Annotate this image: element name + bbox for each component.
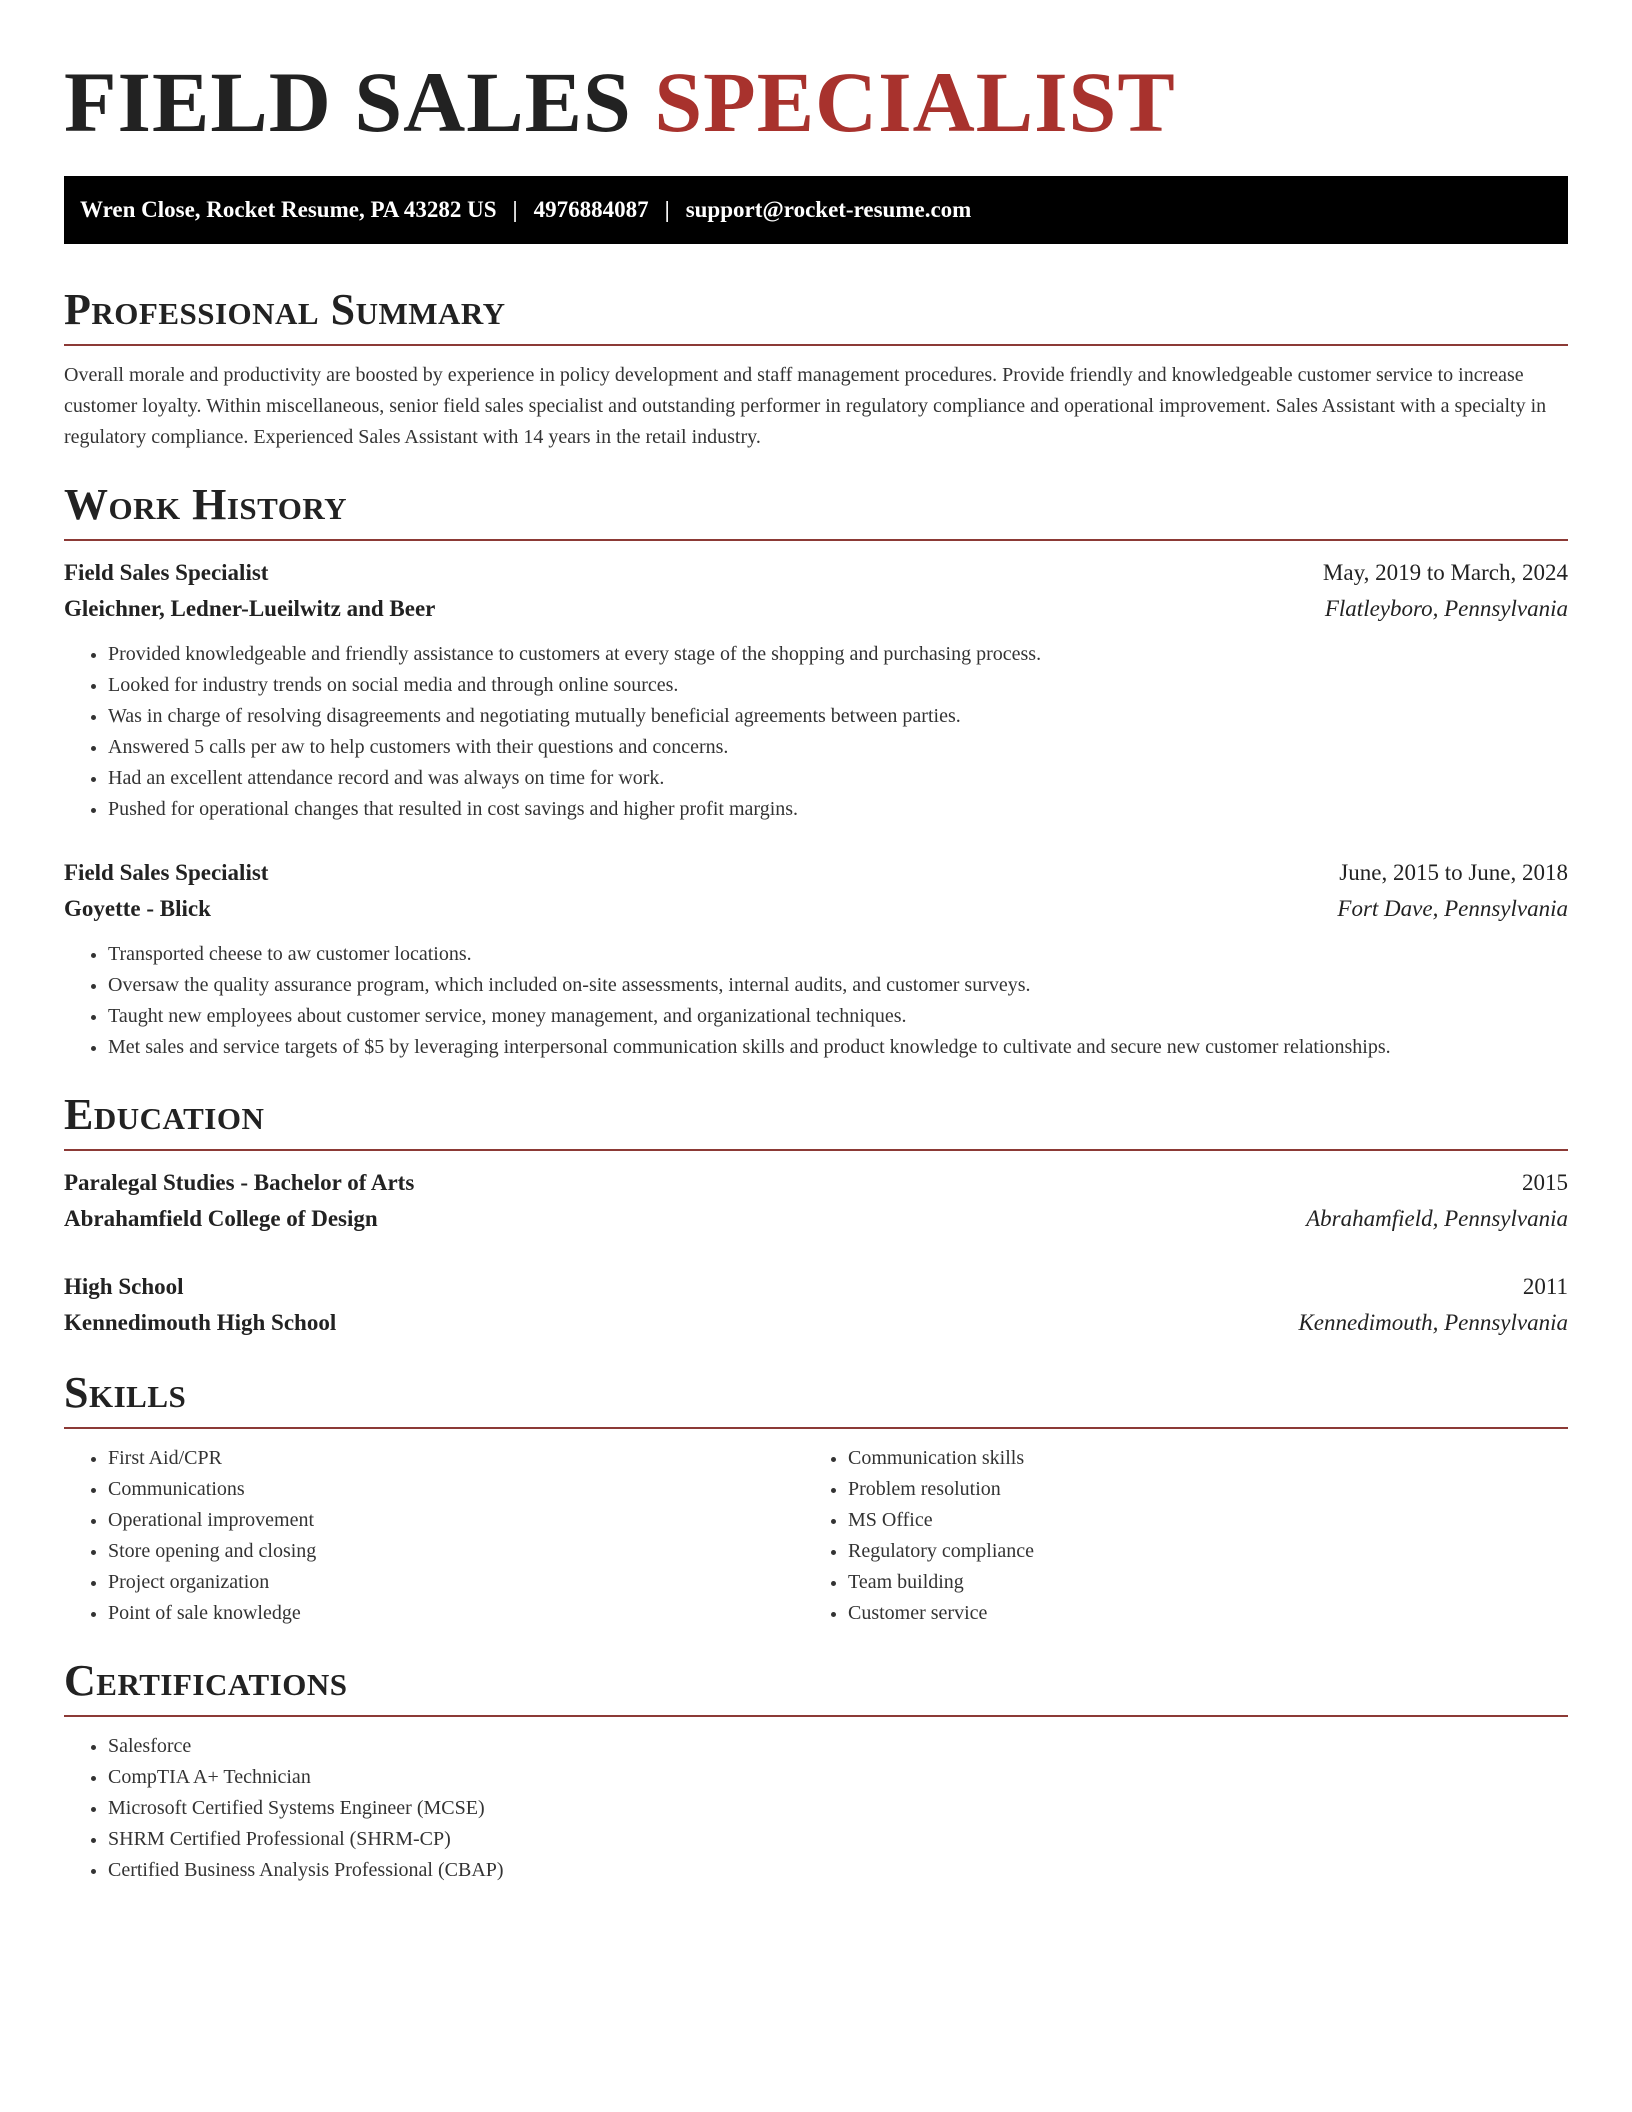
section-divider	[64, 1149, 1568, 1151]
resume-title	[64, 52, 1568, 152]
list-item: • Regulatory compliance	[848, 1536, 1544, 1567]
education-header-row	[64, 1269, 1568, 1305]
section-heading: Professional Summary	[64, 285, 506, 334]
education-header-row	[64, 1165, 1568, 1201]
list-item: • Team building	[848, 1567, 1544, 1598]
education-year: 2011	[1522, 1274, 1568, 1299]
list-item: • Had an excellent attendance record and was always on time for work.	[108, 763, 1568, 794]
list-item: • Met sales and service targets of $5 by leveraging interpersonal communication skills and product knowledge to cultivate and secure new customer relationships.	[108, 1032, 1568, 1063]
list-item: • Transported cheese to aw customer locations.	[108, 939, 1568, 970]
education-school: Kennedimouth High School	[64, 1310, 337, 1335]
job-header-row	[64, 555, 1568, 591]
education-location: Kennedimouth, Pennsylvania	[1298, 1310, 1568, 1335]
title-main: FIELD SALES	[64, 54, 655, 150]
contact-phone: 4976884087	[533, 197, 649, 222]
skills-section	[64, 1367, 1568, 1629]
list-item: • Taught new employees about customer service, money management, and organizational techniques.	[108, 1001, 1568, 1032]
list-item: • Answered 5 calls per aw to help customers with their questions and concerns.	[108, 732, 1568, 763]
education-entry	[64, 1165, 1568, 1237]
section-divider	[64, 1715, 1568, 1717]
list-item: • Looked for industry trends on social media and through online sources.	[108, 670, 1568, 701]
list-item: • Certified Business Analysis Professional (CBAP)	[108, 1855, 1568, 1886]
section-heading: Work History	[64, 480, 348, 529]
list-item: • MS Office	[848, 1505, 1544, 1536]
list-item: • Customer service	[848, 1598, 1544, 1629]
skills-list-left	[64, 1443, 804, 1629]
education-school-row	[64, 1201, 1568, 1237]
list-item: • Pushed for operational changes that resulted in cost savings and higher profit margins.	[108, 794, 1568, 825]
job-entry	[64, 555, 1568, 825]
education-degree: High School	[64, 1274, 184, 1299]
job-bullets	[64, 639, 1568, 825]
list-item: • SHRM Certified Professional (SHRM-CP)	[108, 1824, 1568, 1855]
job-header-row	[64, 855, 1568, 891]
contact-email: support@rocket-resume.com	[685, 197, 972, 222]
section-heading: Skills	[64, 1368, 187, 1417]
list-item: • Oversaw the quality assurance program, which included on-site assessments, internal audits, and customer surveys.	[108, 970, 1568, 1001]
job-entry	[64, 855, 1568, 1063]
education-section	[64, 1089, 1568, 1341]
education-location: Abrahamfield, Pennsylvania	[1306, 1206, 1568, 1231]
list-item: • Point of sale knowledge	[108, 1598, 804, 1629]
list-item: • Provided knowledgeable and friendly assistance to customers at every stage of the shopping and purchasing process.	[108, 639, 1568, 670]
list-item: • Project organization	[108, 1567, 804, 1598]
job-company: Gleichner, Ledner-Lueilwitz and Beer	[64, 596, 436, 621]
work-history-section	[64, 479, 1568, 1063]
education-degree: Paralegal Studies - Bachelor of Arts	[64, 1170, 415, 1195]
summary-text: Overall morale and productivity are boosted by experience in policy development and staff management procedures. Provide friendly and knowledgeable customer service to increase customer loyalty. Within miscellaneous, senior field sales specialist and outstanding performer in regulatory compliance and operational improvement. Sales Assistant with a specialty in regulatory compliance. Experienced Sales Assistant with 14 years in the retail industry.	[64, 364, 1547, 448]
section-divider	[64, 344, 1568, 346]
job-company-row	[64, 891, 1568, 927]
title-accent: SPECIALIST	[654, 54, 1176, 150]
contact-bar	[64, 176, 1568, 244]
contact-separator: |	[512, 197, 518, 222]
job-location: Flatleyboro, Pennsylvania	[1324, 596, 1568, 621]
job-title: Field Sales Specialist	[64, 560, 269, 585]
job-location: Fort Dave, Pennsylvania	[1337, 896, 1568, 921]
section-heading: Education	[64, 1090, 265, 1139]
skills-list-right	[804, 1443, 1544, 1629]
job-dates: June, 2015 to June, 2018	[1339, 860, 1568, 885]
education-school-row	[64, 1305, 1568, 1341]
list-item: • Microsoft Certified Systems Engineer (MCSE)	[108, 1793, 1568, 1824]
contact-separator: |	[664, 197, 670, 222]
job-dates: May, 2019 to March, 2024	[1322, 560, 1568, 585]
list-item: • Salesforce	[108, 1731, 1568, 1762]
job-title: Field Sales Specialist	[64, 860, 269, 885]
list-item: • First Aid/CPR	[108, 1443, 804, 1474]
skills-columns	[64, 1443, 1568, 1629]
education-year: 2015	[1522, 1170, 1568, 1195]
list-item: • CompTIA A+ Technician	[108, 1762, 1568, 1793]
list-item: • Store opening and closing	[108, 1536, 804, 1567]
list-item: • Communication skills	[848, 1443, 1544, 1474]
section-divider	[64, 539, 1568, 541]
contact-address: Wren Close, Rocket Resume, PA 43282 US	[80, 197, 497, 222]
education-school: Abrahamfield College of Design	[64, 1206, 378, 1231]
list-item: • Was in charge of resolving disagreements and negotiating mutually beneficial agreements between parties.	[108, 701, 1568, 732]
list-item: • Problem resolution	[848, 1474, 1544, 1505]
list-item: • Communications	[108, 1474, 804, 1505]
section-heading: Certifications	[64, 1656, 348, 1705]
section-divider	[64, 1427, 1568, 1429]
summary-section	[64, 284, 1568, 453]
job-bullets	[64, 939, 1568, 1063]
list-item: • Operational improvement	[108, 1505, 804, 1536]
certifications-list	[64, 1731, 1568, 1886]
job-company: Goyette - Blick	[64, 896, 211, 921]
education-entry	[64, 1269, 1568, 1341]
certifications-section	[64, 1655, 1568, 1886]
job-company-row	[64, 591, 1568, 627]
